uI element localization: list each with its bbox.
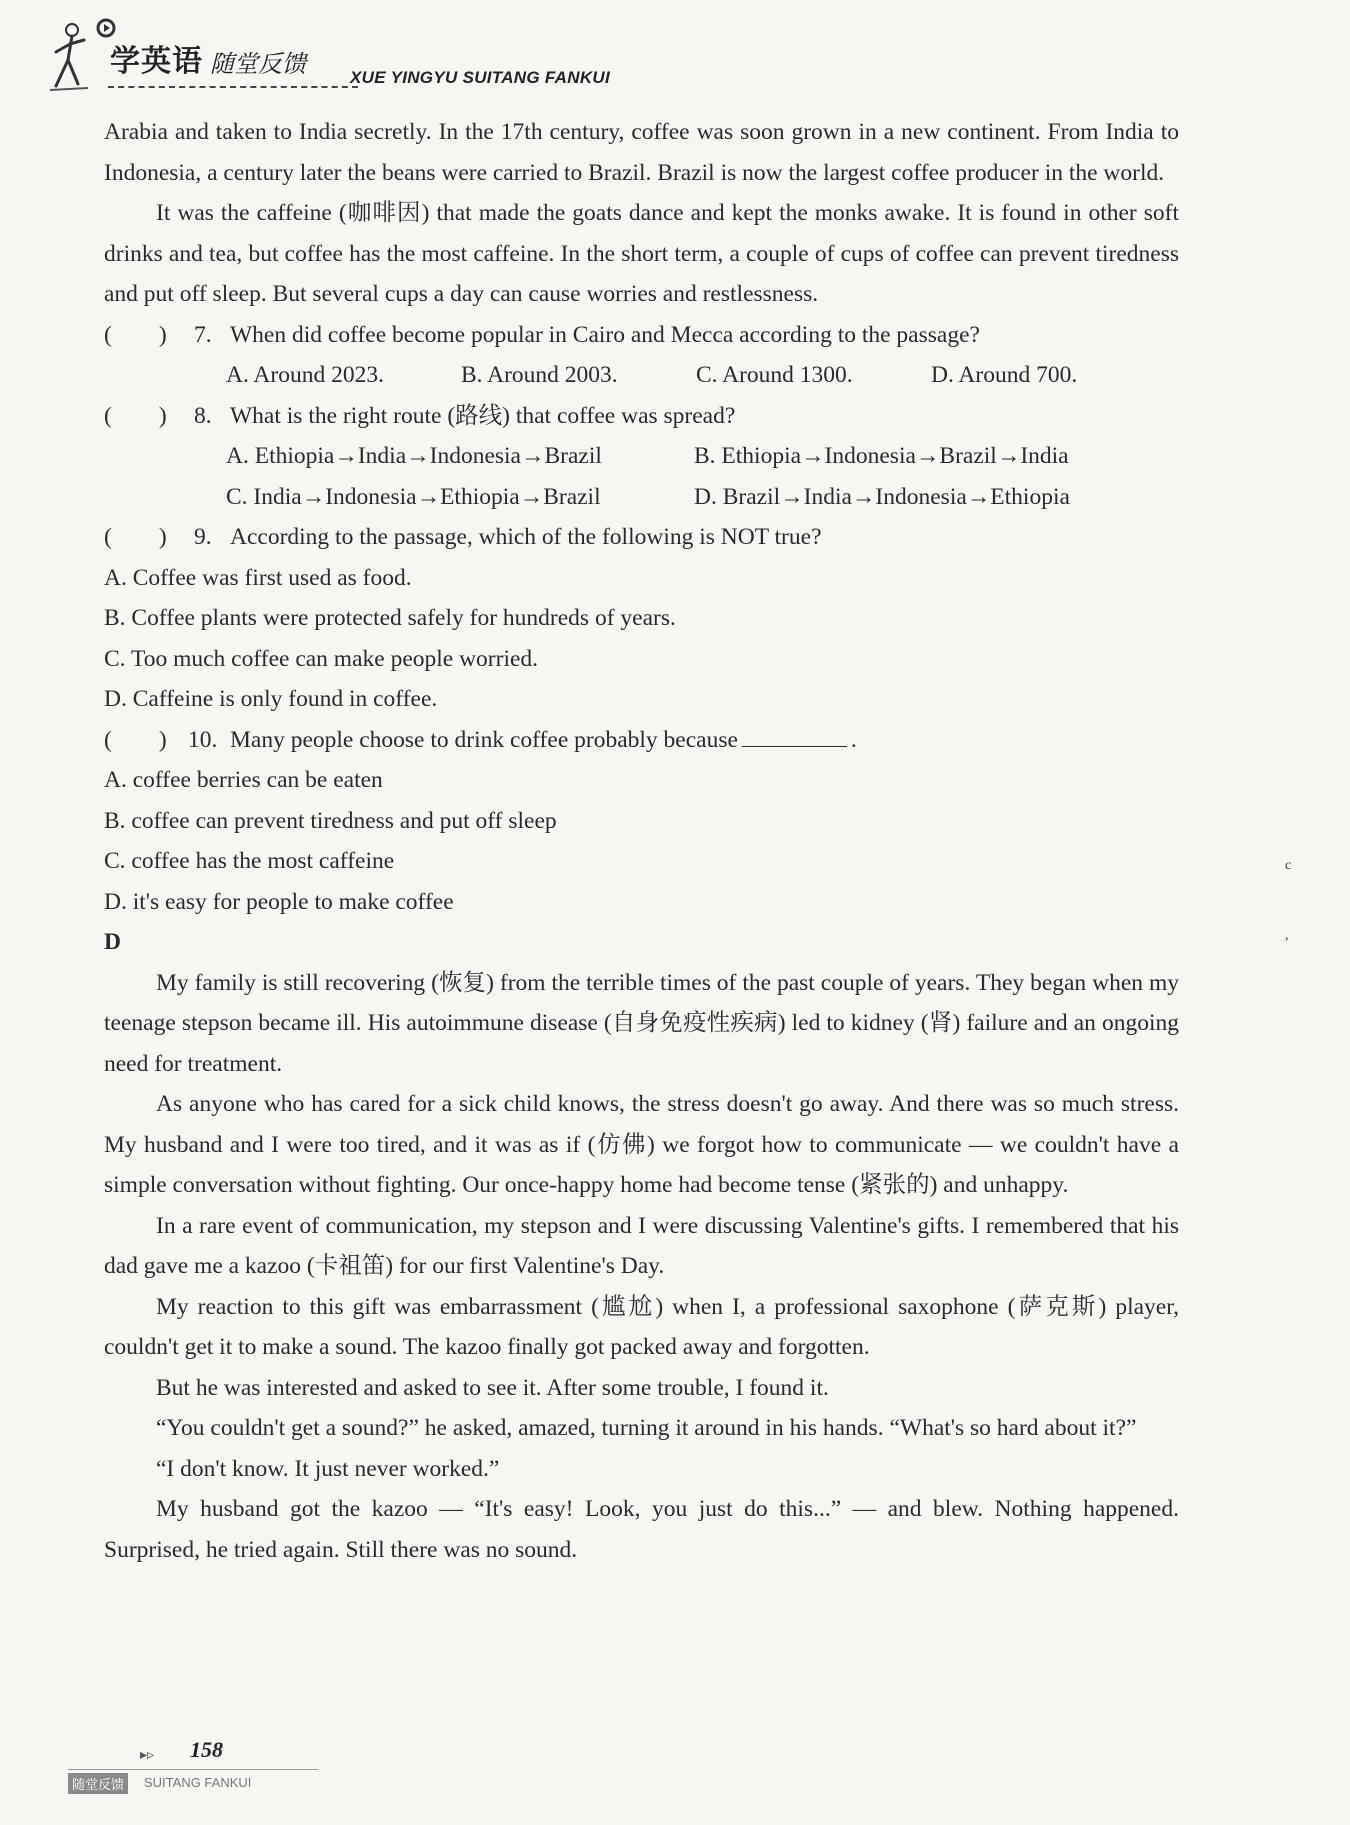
passage-d-paragraph: My family is still recovering (恢复) from the terrible times of the past couple of years. They began when my teenage stepson became ill. His autoimmune disease (自身免疫性疾病) led to kidney (肾) failure and an ongoing need for treatment. — [104, 969, 1179, 1077]
question-9 — [104, 517, 1179, 558]
question-8 — [104, 396, 1179, 437]
passage-d-paragraph: In a rare event of communication, my stepson and I were discussing Valentine's gifts. I remembered that his dad gave me a kazoo (卡祖笛) for our first Valentine's Day. — [104, 1212, 1179, 1279]
options-row — [226, 355, 1179, 396]
question-number: 7. — [194, 321, 212, 348]
option-d: D. it's easy for people to make coffee — [104, 888, 454, 915]
answer-blank[interactable]: ( ) — [104, 524, 167, 550]
options-row — [226, 436, 1179, 477]
answer-blank[interactable]: ( ) — [104, 321, 167, 348]
margin-mark: c — [1285, 858, 1292, 873]
section-title: D — [104, 929, 121, 955]
passage-d-paragraph: “I don't know. It just never worked.” — [156, 1455, 500, 1482]
passage-d-paragraph: “You couldn't get a sound?” he asked, amazed, turning it around in his hands. “What's so hard about it?” — [156, 1415, 1137, 1441]
option-d: D. Around 700. — [931, 362, 1078, 388]
passage-d-paragraph: As anyone who has cared for a sick child knows, the stress doesn't go away. And there was so much stress. My husband and I were too tired, and it was as if (仿佛) we forgot how to communicate — we couldn't have a simple conversation without fighting. Our once-happy home had become tense (紧张的) and unhappy. — [104, 1091, 1179, 1198]
option-c: C. coffee has the most caffeine — [104, 848, 395, 874]
header-subtitle: 随堂反馈 — [210, 50, 306, 78]
passage-d-paragraph: My reaction to this gift was embarrassment (尴尬) when I, a professional saxophone (萨克斯) player, couldn't get it to make a sound. The kazoo finally got packed away and forgotten. — [104, 1293, 1179, 1360]
question-7 — [104, 315, 1179, 356]
option-b: B. Around 2003. — [461, 362, 618, 388]
question-stem: According to the passage, which of the following is NOT true? — [230, 524, 822, 550]
passage-d-paragraph: But he was interested and asked to see it. After some trouble, I found it. — [156, 1374, 829, 1401]
passage-c-paragraph: It was the caffeine (咖啡因) that made the goats dance and kept the monks awake. It is found in other soft drinks and tea, but coffee has the most caffeine. In the short term, a couple of cups of coffee can prevent tiredness and put off sleep. But several cups a day can cause worries and restlessness. — [104, 200, 1179, 307]
option-a: A. coffee berries can be eaten — [104, 767, 383, 793]
question-number: 8. — [194, 402, 212, 429]
option-a: A. Around 2023. — [226, 362, 384, 388]
page-footer — [60, 1735, 360, 1795]
question-10 — [104, 720, 1179, 761]
page-content — [104, 112, 1179, 1570]
margin-mark: , — [1285, 928, 1289, 943]
answer-blank[interactable]: ( ) — [104, 726, 167, 753]
footer-divider — [68, 1769, 318, 1770]
header-pinyin: XUE YINGYU SUITANG FANKUI — [350, 68, 611, 87]
option-b: B. Ethiopia→Indonesia→Brazil→India — [694, 443, 1069, 469]
option-d: D. Brazil→India→Indonesia→Ethiopia — [694, 483, 1070, 510]
option-b: B. Coffee plants were protected safely for hundreds of years. — [104, 605, 676, 631]
page-header — [48, 14, 628, 104]
question-number: 9. — [194, 524, 212, 550]
option-a: A. Ethiopia→India→Indonesia→Brazil — [226, 443, 602, 469]
passage-c-paragraph: Arabia and taken to India secretly. In the 17th century, coffee was soon grown in a new continent. From India to Indonesia, a century later the beans were carried to Brazil. Brazil is now the largest coffee producer in the world. — [104, 119, 1179, 186]
header-title: 学英语 — [110, 44, 203, 79]
option-c: C. Around 1300. — [696, 362, 853, 388]
page-number: 158 — [190, 1737, 223, 1762]
fill-blank-line[interactable] — [742, 724, 847, 747]
arrow-icon: ▸▹ — [140, 1747, 155, 1763]
option-a: A. Coffee was first used as food. — [104, 564, 412, 591]
question-stem: What is the right route (路线) that coffee was spread? — [230, 402, 736, 429]
question-number: 10. — [188, 726, 218, 753]
footer-label: 随堂反馈 — [68, 1773, 128, 1794]
option-c: C. Too much coffee can make people worried. — [104, 645, 539, 672]
stem-text: Many people choose to drink coffee probably because — [230, 726, 738, 753]
stem-end: . — [850, 726, 857, 753]
option-b: B. coffee can prevent tiredness and put off sleep — [104, 807, 557, 834]
answer-blank[interactable]: ( ) — [104, 402, 167, 429]
passage-d-paragraph: My husband got the kazoo — “It's easy! Look, you just do this...” — and blew. Nothing happened. Surprised, he tried again. Still there was no sound. — [104, 1496, 1179, 1563]
footer-pinyin: SUITANG FANKUI — [144, 1775, 252, 1790]
options-row — [226, 477, 1179, 518]
header-divider — [108, 86, 358, 88]
option-c: C. India→Indonesia→Ethiopia→Brazil — [226, 483, 601, 510]
option-d: D. Caffeine is only found in coffee. — [104, 686, 438, 712]
question-stem — [230, 720, 1179, 761]
question-stem: When did coffee become popular in Cairo and Mecca according to the passage? — [230, 321, 980, 348]
